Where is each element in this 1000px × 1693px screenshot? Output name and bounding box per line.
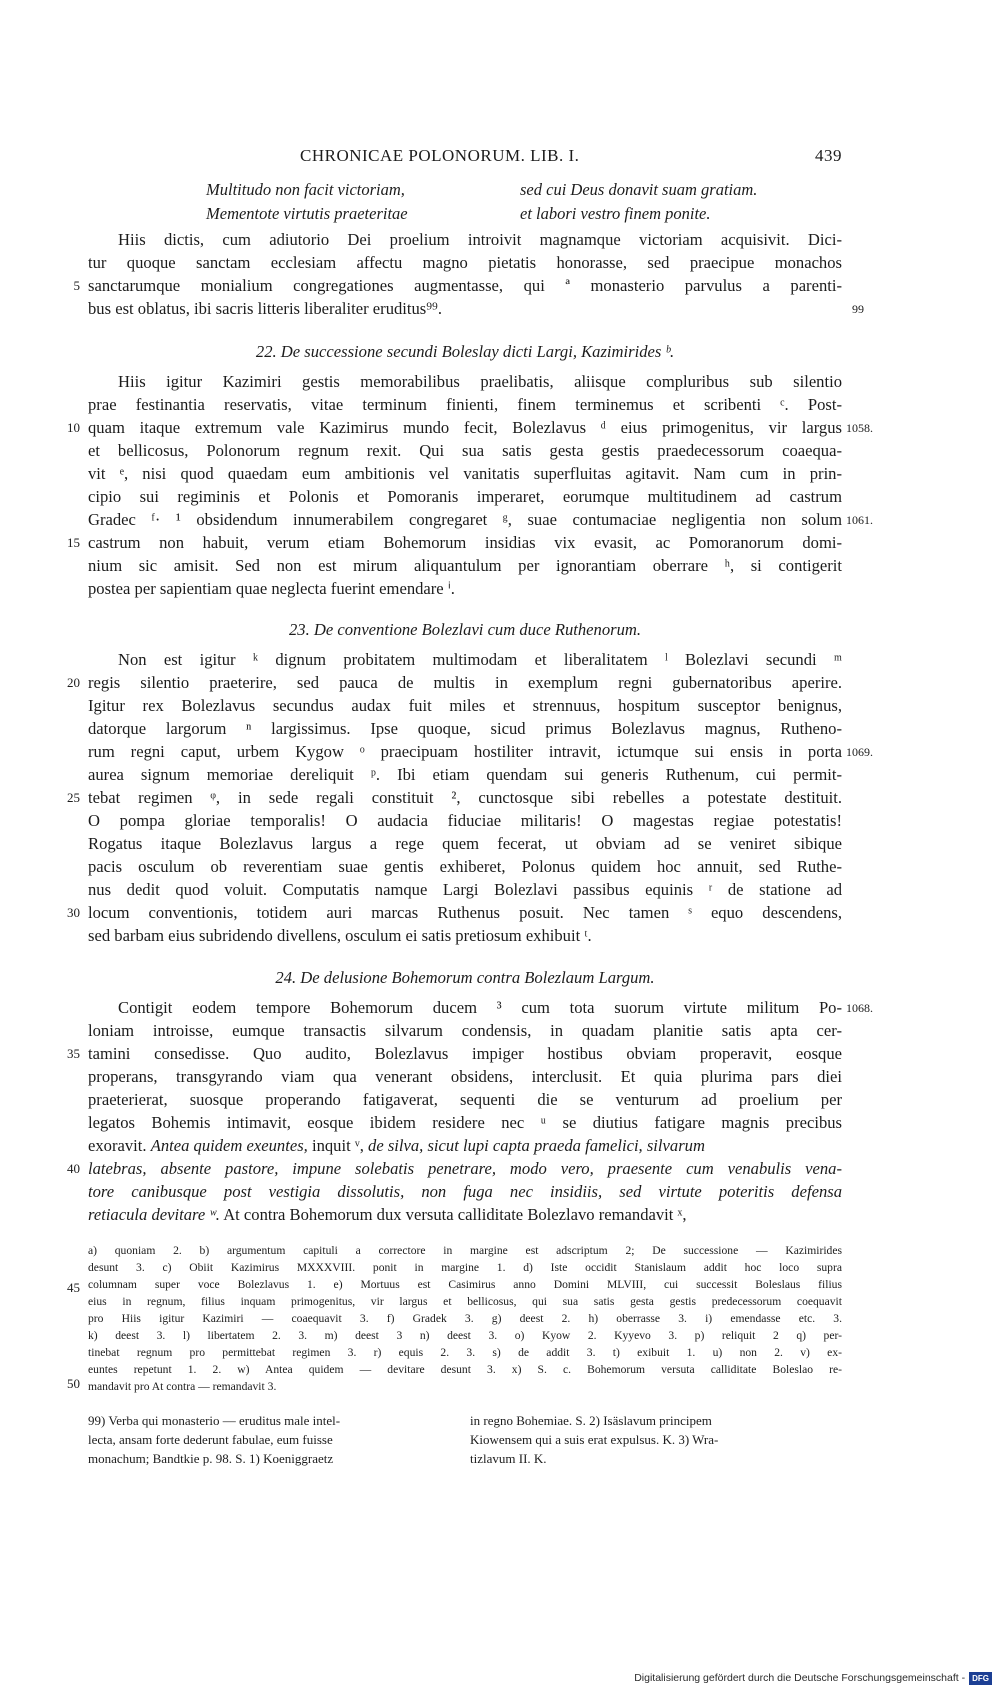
text-line: legatos Bohemis intimavit, eosque ibidem residere nec ᵘ se diutius fatigare magnis precibus xyxy=(88,1113,842,1132)
footnote-line: desunt 3. c) Obiit Kazimirus MXXXVIII. ponit in margine 1. d) Iste occidit Stanislaum addit hoc loco supra xyxy=(88,1261,842,1274)
footnote-line: k) deest 3. l) libertatem 2. 3. m) deest 3 n) deest 3. o) Kyow 2. Kyyevo 3. p) reliquit 2 q) per- xyxy=(88,1329,842,1342)
credit-text: Digitalisierung gefördert durch die Deutsche Forschungsgemeinschaft - xyxy=(634,1672,966,1684)
line-number: 30 xyxy=(67,905,80,920)
text-line: Hiis igitur Kazimiri gestis memorabilibus praelibatis, aliisque compluribus sub silentio xyxy=(118,372,842,391)
editorial-note: in regno Bohemiae. S. 2) Isäslavum principem xyxy=(470,1413,712,1428)
footnote-line: columnam super voce Bolezlavus 1. e) Mortuus est Casimirus anno Domini MLVIII, cui successit Boleslaus filius xyxy=(88,1278,842,1291)
line-number: 20 xyxy=(67,675,80,690)
text-line: quam itaque extremum vale Kazimirus mundo fecit, Bolezlavus ᵈ eius primogenitus, vir largus xyxy=(88,418,842,437)
text-line: O pompa gloriae temporalis! O audacia fiduciae militaris! O magestas regiae potestatis! xyxy=(88,811,842,830)
editorial-note: monachum; Bandtkie p. 98. S. 1) Koeniggraetz xyxy=(88,1451,334,1466)
text-line: latebras, absente pastore, impune solebatis penetrare, modo vero, praesente cum venabulis vena- xyxy=(88,1159,842,1178)
text-segment: inquit ᵛ, xyxy=(311,1136,364,1155)
text-line: castrum non habuit, verum etiam Bohemorum insidias vix evasit, ac Pomoranorum domi- xyxy=(88,533,842,552)
footnote-line: tinebat regnum pro permittebat regimen 3. r) equis 2. 3. s) de addit 3. t) exibuit 1. u) non 2. v) ex- xyxy=(88,1346,842,1359)
editorial-note: 99) Verba qui monasterio — eruditus male intel- xyxy=(88,1413,341,1428)
text-line xyxy=(88,1203,842,1226)
text-line: datorque largorum ⁿ largissimus. Ipse quoque, sicud primus Bolezlavus magnus, Rutheno- xyxy=(88,719,842,738)
footnote-line: mandavit pro At contra — remandavit 3. xyxy=(88,1380,277,1393)
chapter-heading-23: 23. De conventione Bolezlavi cum duce Ruthenorum. xyxy=(288,620,642,639)
text-segment-italic: retiacula devitare ʷ. xyxy=(88,1205,220,1224)
text-line: prae festinantia reservatis, vitae terminum finienti, finem terminemus et scribenti ᶜ. Post- xyxy=(88,395,842,414)
text-line: vit ᵉ, nisi quod quaedam eum ambitionis vel vanitatis superfluitas agitavit. Nam cum in prin- xyxy=(88,464,842,483)
line-number: 10 xyxy=(67,420,80,435)
verse-right-2: et labori vestro finem ponite. xyxy=(520,204,711,223)
editorial-note: tizlavum II. K. xyxy=(470,1451,547,1466)
text-line: pacis osculum ob reverentiam suae gentis exhiberet, Polonus quidem hoc annuit, sed Ruthe- xyxy=(88,857,842,876)
verse-right-1: sed cui Deus donavit suam gratiam. xyxy=(520,180,758,199)
text-line: cipio sui regiminis et Polonis et Pomoranis imperaret, eorumque multitudinem ad castrum xyxy=(88,487,842,506)
line-number: 50 xyxy=(67,1376,80,1391)
text-segment-italic: Antea quidem exeuntes, xyxy=(150,1136,308,1155)
text-line: tore canibusque post vestigia dissolutis, non fuga nec insidiis, sed virtute poteritis defensa xyxy=(88,1182,842,1201)
text-line: Hiis dictis, cum adiutorio Dei proelium introivit magnamque victoriam acquisivit. Dici- xyxy=(118,230,842,249)
text-line: tamini consedisse. Quo audito, Bolezlavus impiger hostibus obviam properavit, eosque xyxy=(88,1044,842,1063)
text-line: locum conventionis, totidem auri marcas Ruthenus posuit. Nec tamen ˢ equo descendens, xyxy=(88,903,842,922)
footnote-line: a) quoniam 2. b) argumentum capituli a correctore in margine est adscriptum 2; De successione — Kazimirides xyxy=(88,1244,842,1257)
text-line: praeterierat, suosque properando fatigaverat, sequenti die se venturum ad proelium per xyxy=(88,1090,842,1109)
verse-left-1: Multitudo non facit victoriam, xyxy=(206,180,405,199)
text-line: sed barbam eius subridendo divellens, osculum ei satis pretiosum exhibuit ᵗ. xyxy=(88,926,592,945)
text-line: loniam introisse, eumque transactis silvarum condensis, in quadam planitie satis apta cer- xyxy=(88,1021,842,1040)
verse-left-2: Mementote virtutis praeteritae xyxy=(206,204,408,223)
line-number: 25 xyxy=(67,790,80,805)
footnote-line: pro Hiis igitur Kazimiri — coaequavit 3. f) Gradek 3. g) deest 2. h) oberrasse 3. i) emendasse etc. 3. xyxy=(88,1312,842,1325)
running-title: CHRONICAE POLONORUM. LIB. I. xyxy=(300,146,580,165)
page-number: 439 xyxy=(815,146,842,165)
text-line: Igitur rex Bolezlavus secundus audax fuit miles et strennuus, hospitum susceptor benignus, xyxy=(88,696,842,715)
footnote-line: euntes repetunt 1. 2. w) Antea quidem — devitare desunt 3. x) S. c. Bohemorum versuta calliditate Boleslao re- xyxy=(88,1363,842,1376)
text-line: Non est igitur ᵏ dignum probitatem multimodam et liberalitatem ˡ Bolezlavi secundi ᵐ xyxy=(118,650,842,669)
text-line: nus dedit quod voluit. Computatis namque Largi Bolezlavi passibus equinis ʳ de statione ad xyxy=(88,880,842,899)
text-line: bus est oblatus, ibi sacris litteris liberaliter eruditus⁹⁹. xyxy=(88,299,442,318)
footnote-line: eius in regnum, filius inquam primogenitus, vir largus et bellicosus, qui sua satis gesta gestis predecessorum coequavit xyxy=(88,1295,842,1308)
text-line: regis silentio praeterire, sed pauca de multis in exemplum regni gubernatoribus aperire. xyxy=(88,673,842,692)
text-line: postea per sapientiam quae neglecta fuerint emendare ⁱ. xyxy=(88,579,455,598)
text-line: rum regni caput, urbem Kygow ᵒ praecipuam hostiliter intravit, ictumque sui ensis in porta xyxy=(88,742,842,761)
margin-note-year: 1061. xyxy=(846,513,873,527)
text-line xyxy=(88,1134,842,1157)
text-line: tebat regimen ᵠ, in sede regali constituit ², cunctosque sibi rebelles a potestate destituit. xyxy=(88,788,842,807)
margin-note-year: 1058. xyxy=(846,421,873,435)
digitization-credit xyxy=(634,1671,992,1685)
text-line: Rogatus itaque Bolezlavus largus a rege quem fecerat, ut obviam ad se veniret sibique xyxy=(88,834,842,853)
text-line: Gradec ᶠ· ¹ obsidendum innumerabilem congregaret ᵍ, suae contumaciae negligentia non solum xyxy=(88,510,842,529)
line-number: 35 xyxy=(67,1046,80,1061)
text-line: tur quoque sanctam ecclesiam affectu magno pietatis honorasse, sed praecipue monachos xyxy=(88,253,842,272)
text-segment: exoravit. xyxy=(88,1136,147,1155)
chapter-heading-22: 22. De successione secundi Boleslay dicti Largi, Kazimirides ᵇ. xyxy=(255,342,675,361)
margin-note-year: 1068. xyxy=(846,1001,873,1015)
text-line: nium sic amisit. Sed non est mirum aliquantulum per ignorantiam oberrare ʰ, si contigerit xyxy=(88,556,842,575)
text-line: properans, transgyrando viam qua venerant obsidens, interclusit. Et quia plurima pars diei xyxy=(88,1067,842,1086)
editorial-note: Kiowensem qui a suis erat expulsus. K. 3) Wra- xyxy=(470,1432,719,1447)
text-segment: At contra Bohemorum dux versuta calliditate Bolezlavo remandavit ˣ, xyxy=(223,1205,687,1224)
dfg-logo: DFG xyxy=(969,1672,992,1685)
line-number: 15 xyxy=(67,535,80,550)
text-line: aurea signum memoriae dereliquit ᵖ. Ibi etiam quendam sui generis Ruthenum, cui permit- xyxy=(88,765,842,784)
text-line: sanctarumque monialium congregationes augmentasse, qui ª monasterio parvulus a parenti- xyxy=(88,276,842,295)
margin-note-year: 1069. xyxy=(846,745,873,759)
editorial-note: lecta, ansam forte dederunt fabulae, eum fuisse xyxy=(88,1432,333,1447)
text-segment-italic: de silva, sicut lupi capta praeda famelici, silvarum xyxy=(368,1136,705,1155)
running-header xyxy=(70,146,842,168)
line-number: 45 xyxy=(67,1280,80,1295)
line-number: 5 xyxy=(73,278,80,293)
text-line: Contigit eodem tempore Bohemorum ducem ³ cum tota suorum virtute militum Po- xyxy=(118,998,842,1017)
margin-note: 99 xyxy=(852,302,864,316)
text-line: et bellicosus, Polonorum regnum rexit. Qui sua satis gesta gestis praedecessorum coaequa- xyxy=(88,441,842,460)
line-number: 40 xyxy=(67,1161,80,1176)
chapter-heading-24: 24. De delusione Bohemorum contra Bolezlaum Largum. xyxy=(275,968,655,987)
